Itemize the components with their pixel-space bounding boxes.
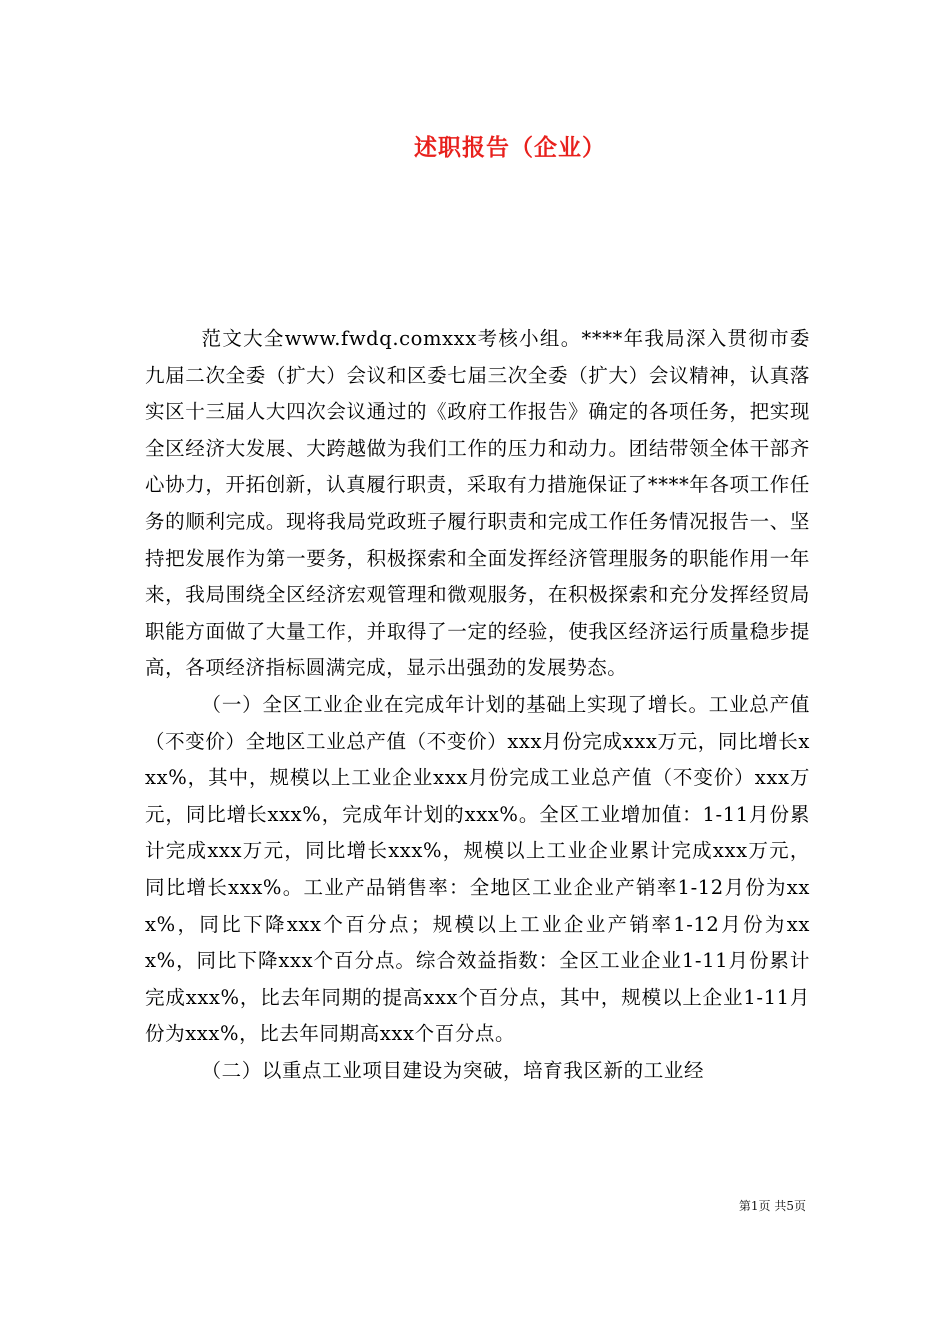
body-paragraph-2: （一）全区工业企业在完成年计划的基础上实现了增长。工业总产值（不变价）全地区工业总产值（不变价）xxx月份完成xxx万元，同比增长xxx%，其中，规模以上工业企业xxx月份完成工业总产值（不变价）xxx万元，同比增长xxx%，完成年计划的xxx%。全区工业增加值：1-11月份累计完成xxx万元，同比增长xxx%，规模以上工业企业累计完成xxx万元，同比增长xxx%。工业产品销售率：全地区工业企业产销率1-12月份为xxx%，同比下降xxx个百分点；规模以上工业企业产销率1-12月份为xxx%，同比下降xxx个百分点。综合效益指数：全区工业企业1-11月份累计完成xxx%，比去年同期的提高xxx个百分点，其中，规模以上企业1-11月份为xxx%，比去年同期高xxx个百分点。 xyxy=(145,692,810,1046)
document-title: 述职报告（企业） xyxy=(414,134,606,161)
document-body xyxy=(145,321,810,1089)
page-number-footer: 第1页 共5页 xyxy=(738,1199,806,1213)
body-paragraph-3: （二）以重点工业项目建设为突破，培育我区新的工业经 xyxy=(201,1058,705,1082)
body-paragraph-1: 范文大全www.fwdq.comxxx考核小组。****年我局深入贯彻市委九届二次全委（扩大）会议和区委七届三次全委（扩大）会议精神，认真落实区十三届人大四次会议通过的《政府工作报告》确定的各项任务，把实现全区经济大发展、大跨越做为我们工作的压力和动力。团结带领全体干部齐心协力，开拓创新，认真履行职责，采取有力措施保证了****年各项工作任务的顺利完成。现将我局党政班子履行职责和完成工作任务情况报告一、坚持把发展作为第一要务，积极探索和全面发挥经济管理服务的职能作用一年来，我局围绕全区经济宏观管理和微观服务，在积极探索和充分发挥经贸局职能方面做了大量工作，并取得了一定的经验，使我区经济运行质量稳步提高，各项经济指标圆满完成，显示出强劲的发展势态。 xyxy=(145,327,810,680)
